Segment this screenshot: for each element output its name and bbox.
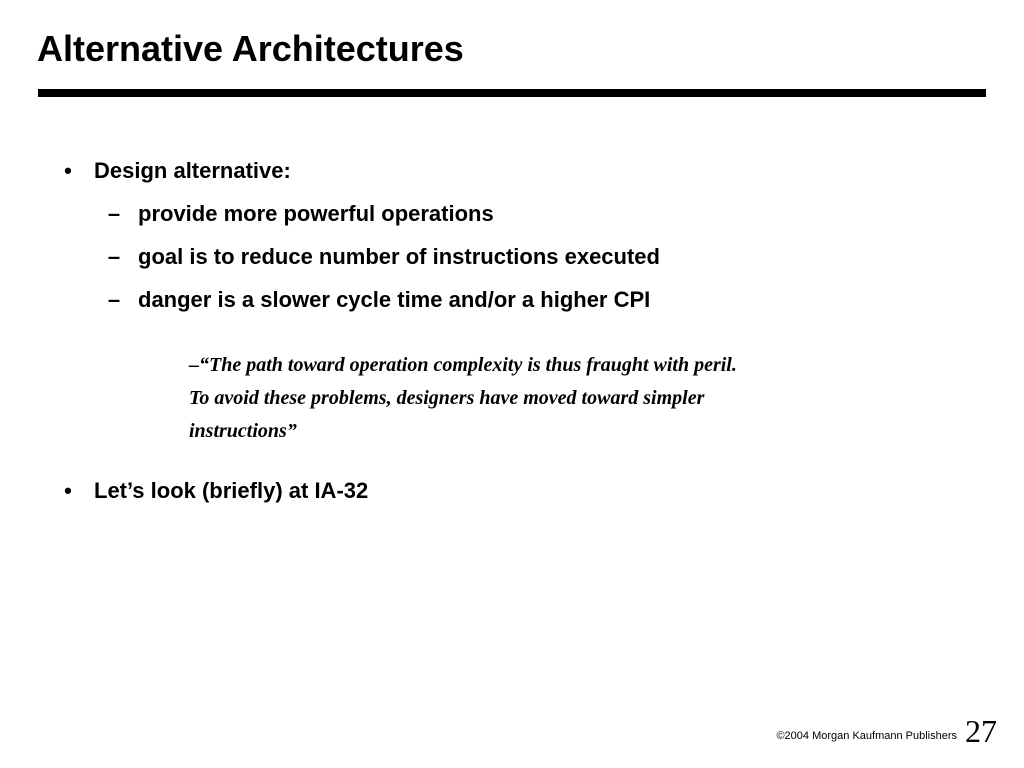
quote-line: To avoid these problems, designers have moved toward simpler bbox=[189, 387, 705, 409]
copyright-footer: ©2004 Morgan Kaufmann Publishers bbox=[776, 730, 957, 742]
dash-marker: – bbox=[107, 287, 121, 312]
slide-title: Alternative Architectures bbox=[37, 28, 464, 69]
dash-marker: – bbox=[107, 201, 121, 226]
quote-line: instructions” bbox=[189, 420, 297, 442]
sub-bullet-text: goal is to reduce number of instructions executed bbox=[138, 244, 660, 269]
dash-marker: – bbox=[107, 244, 121, 269]
title-divider bbox=[38, 89, 986, 97]
bullet-text: Design alternative: bbox=[94, 158, 291, 183]
page-number: 27 bbox=[965, 713, 997, 749]
bullet-marker: • bbox=[64, 478, 72, 503]
quote-block bbox=[189, 349, 849, 448]
bullet-text: Let’s look (briefly) at IA-32 bbox=[94, 478, 369, 503]
bullet-marker: • bbox=[64, 158, 72, 183]
sub-bullet-text: provide more powerful operations bbox=[138, 201, 494, 226]
quote-line: –“The path toward operation complexity is thus fraught with peril. bbox=[189, 354, 737, 376]
sub-bullet-text: danger is a slower cycle time and/or a higher CPI bbox=[138, 287, 651, 312]
